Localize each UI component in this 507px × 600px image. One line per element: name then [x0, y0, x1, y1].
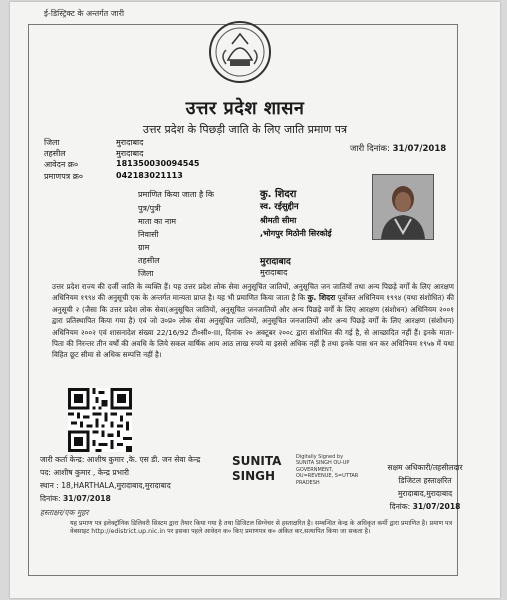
issuer-center: जारी कर्ता केन्द्र: आशीष कुमार ,कॆ. एस डी. जन सेवा केन्द्र	[40, 455, 201, 464]
issuer-date-value: 31/07/2018	[63, 494, 111, 503]
detail-value-application-no: 181350030094545	[116, 159, 200, 168]
issue-date-value: 31/07/2018	[392, 144, 447, 154]
certificate-page	[10, 2, 500, 598]
detail-label-application-no: आवेदन क्र०	[44, 160, 79, 169]
person-value-district: मुरादाबाद	[260, 268, 288, 277]
authority-location: मुरादाबाद,मुरादाबाद	[397, 489, 453, 498]
detail-label-certificate-no: प्रमाणपत्र क्र०	[44, 172, 83, 181]
issuer-date-label: दिनांक:	[40, 494, 61, 503]
issue-date-label: जारी दिनांक:	[350, 144, 390, 154]
person-value-tehsil: मुरादाबाद	[260, 257, 291, 267]
authority-digital-signed: डिजिटल हस्ताक्षरित	[398, 476, 452, 485]
certificate-body-text	[52, 281, 454, 361]
person-value-mother: श्रीमती सीमा	[260, 216, 297, 225]
person-label-district: जिला	[138, 269, 154, 278]
applicant-photo	[372, 174, 434, 240]
detail-value-tehsil: मुरादाबाद	[116, 149, 144, 158]
person-label-tehsil: तहसील	[138, 256, 160, 265]
person-label-village: ग्राम	[138, 243, 150, 252]
person-label-certify: प्रमाणित किया जाता है कि	[138, 190, 215, 199]
issuer-post: पद: आशीष कुमार , केन्द्र प्रभारी	[40, 468, 130, 477]
detail-value-district: मुरादाबाद	[116, 138, 144, 147]
issuer-place: स्थान : 18,HARTHALA,मुरादाबाद,मुरादाबाद	[40, 481, 171, 490]
issuer-date	[40, 494, 111, 504]
document-subtitle: उत्तर प्रदेश के पिछड़ी जाति के लिए जाति प्रमाण पत्र	[142, 123, 348, 136]
authority-date-value: 31/07/2018	[412, 502, 461, 511]
detail-value-certificate-no: 042183021113	[116, 171, 183, 180]
detail-label-district: जिला	[44, 138, 60, 147]
detail-label-tehsil: तहसील	[44, 149, 66, 158]
body-text-part2: पूर्वोक्त अधिनियम १९९४ (यथा संशोधित) की अनुसूची २ (जैसा कि उत्तर प्रदेश लोक सेवा(अनुसूचित जातियों, अनुसूचित जनजातियों और अन्य पिछड़े वर्गों के लिए आरक्षण (संशोधन) अधिनियम २००१ द्वारा प्रतिस्थापित किया गया है) एवं जो उ०प्र० लोक सेवा अनुसूचित जातियों, अनुसूचित जनजातियों और अन्य पिछड़े वर्गों के लिए आरक्षण (संशोधन) अधिनियम २००२ एवं शासनादेश संख्या 22/16/92 टी०सी०-III, दिनांक २० अक्टूबर २००८ द्वारा संशोधित की गई है, से आच्छादित नहीं हैं। इनके माता-पिता की निरन्तर तीन वर्षों की अवधि के लिये सकल वार्षिक आय आठ लाख रुपये या इससे अधिक नहीं है तथा इनके पास धन कर अधिनियम १९५७ में यथा विहित छूट सीमा से अधिक सम्पत्ति नहीं है।	[52, 293, 454, 360]
body-text-name: कु. शिदरा	[307, 293, 336, 303]
authority-date	[370, 502, 480, 512]
body-text-part1: उत्तर प्रदेश राज्य की दर्जी जाति के व्यक्ति हैं। यह उत्तर प्रदेश लोक सेवा अनुसूचित जातियों, अनुसूचित जन जातियों तथा अन्य पिछड़े वर्गों के लिए आरक्षण अधिनियम १९९४ की अनुसूची एक के अन्तर्गत मान्यता प्राप्त है। यह भी प्रमाणित किया जाता है कि	[52, 282, 454, 303]
person-value-resident: ,भोगपुर मिठोनी सिरकोई	[260, 229, 332, 238]
person-value-parent: स्व. रईसुद्दीन	[260, 202, 299, 212]
up-government-emblem-icon	[208, 20, 272, 86]
qr-code-icon	[68, 388, 132, 452]
person-label-mother: माता का नाम	[138, 217, 177, 226]
document-title: उत्तर प्रदेश शासन	[185, 98, 305, 119]
person-label-parent: पुत्र/पुत्री	[138, 204, 161, 213]
digital-signature-detail: Digitally Signed by SUNITA SINGH OU-UP GOVERNMENT, OU=REVENUE, S=UTTAR PRADESH	[296, 454, 359, 486]
person-label-resident: निवासी	[138, 230, 159, 239]
authority-date-label: दिनांक:	[389, 502, 411, 511]
person-photo-icon	[373, 175, 433, 239]
authority-title: सक्षम अधिकारी/तहसीलदार	[387, 463, 463, 472]
person-value-name: कु. शिदरा	[260, 189, 297, 200]
digital-signature-name: SUNITA SINGH	[232, 454, 282, 483]
issue-date	[350, 143, 446, 154]
header-note: ई-डिस्ट्रिक्ट के अन्तर्गत जारी	[44, 9, 125, 18]
issuer-handwritten-note: हस्ताक्षर/एक मुहर	[40, 508, 89, 517]
footer-verification-note: यह प्रमाण पत्र इलेक्ट्रॉनिक डिलिवरी सिस्टम द्वारा तैयार किया गया है तथा डिजिटल सिग्नेचर से हस्ताक्षरित है। सम्बन्धित केन्द्र के अधिकृत कर्मी द्वारा प्रमाणित है। प्रमाण पत्र वेबसाइट http://edistrict.up.nic.in पर इसका पहले आवेदन क० किए प्रमाणपत्र क० अंकित कर,सत्यापित किया जा सकता है।	[70, 520, 453, 536]
